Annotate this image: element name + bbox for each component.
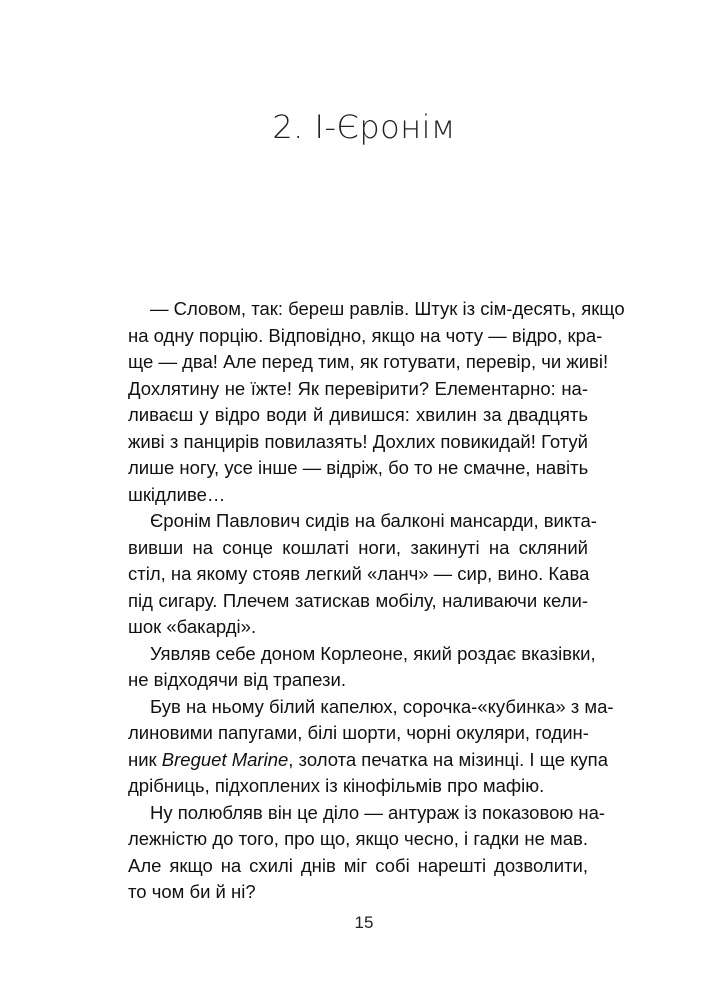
watch-brand-italic: Breguet Marine: [161, 748, 289, 770]
text-line-with-italic: [128, 747, 608, 774]
text-line: Єронім Павлович сидів на балконі мансарди, викта-: [150, 510, 597, 531]
text-line: ливаєш у відро води й дивишся: хвилин за двадцять: [128, 404, 588, 425]
text-line: стіл, на якому стояв легкий «ланч» — сир, вино. Кава: [128, 563, 590, 584]
body-text: [128, 296, 625, 906]
text-line: линовими папугами, білі шорти, чорні окуляри, годин-: [128, 722, 589, 743]
text-fragment: ник: [128, 748, 162, 770]
text-line: шкідливе…: [128, 483, 226, 505]
text-line: — Словом, так: береш равлів. Штук із сім-десять, якщо: [150, 298, 625, 319]
text-line: Але якщо на схилі днів міг собі нарешті дозволити,: [128, 854, 588, 876]
text-line: лежністю до того, про що, якщо чесно, і гадки не мав.: [128, 828, 588, 849]
text-fragment: , золота печатка на мізинці. І ще купа: [288, 748, 608, 770]
text-line: не відходячи від трапези.: [128, 669, 347, 690]
text-line: лише ногу, усе інше — відріж, бо то не смачне, навіть: [128, 457, 589, 478]
text-line: то чом би й ні?: [128, 881, 256, 902]
page-number: 15: [354, 913, 374, 932]
text-line: вивши на сонце кошлаті ноги, закинуті на скляний: [128, 536, 588, 558]
text-line: дрібниць, підхоплених із кінофільмів про мафію.: [128, 775, 545, 796]
text-line: живі з панцирів повилазять! Дохлих повикидай! Готуй: [128, 430, 588, 452]
chapter-title: 2. І-Єронім: [272, 108, 456, 146]
text-line: Був на ньому білий капелюх, сорочка-«кубинка» з ма-: [150, 695, 614, 717]
text-line: Уявляв себе доном Корлеоне, який роздає вказівки,: [150, 642, 596, 664]
text-line: ще — два! Але перед тим, як готувати, перевір, чи живі!: [128, 351, 609, 372]
text-line: на одну порцію. Відповідно, якщо на чоту — відро, кра-: [128, 324, 603, 346]
text-line: під сигару. Плечем затискав мобілу, наливаючи кели-: [128, 589, 588, 611]
text-line: шок «бакарді».: [128, 616, 257, 637]
text-line: Дохлятину не їжте! Як перевірити? Елементарно: на-: [128, 377, 588, 399]
text-line: Ну полюбляв він це діло — антураж із показовою на-: [150, 801, 606, 823]
